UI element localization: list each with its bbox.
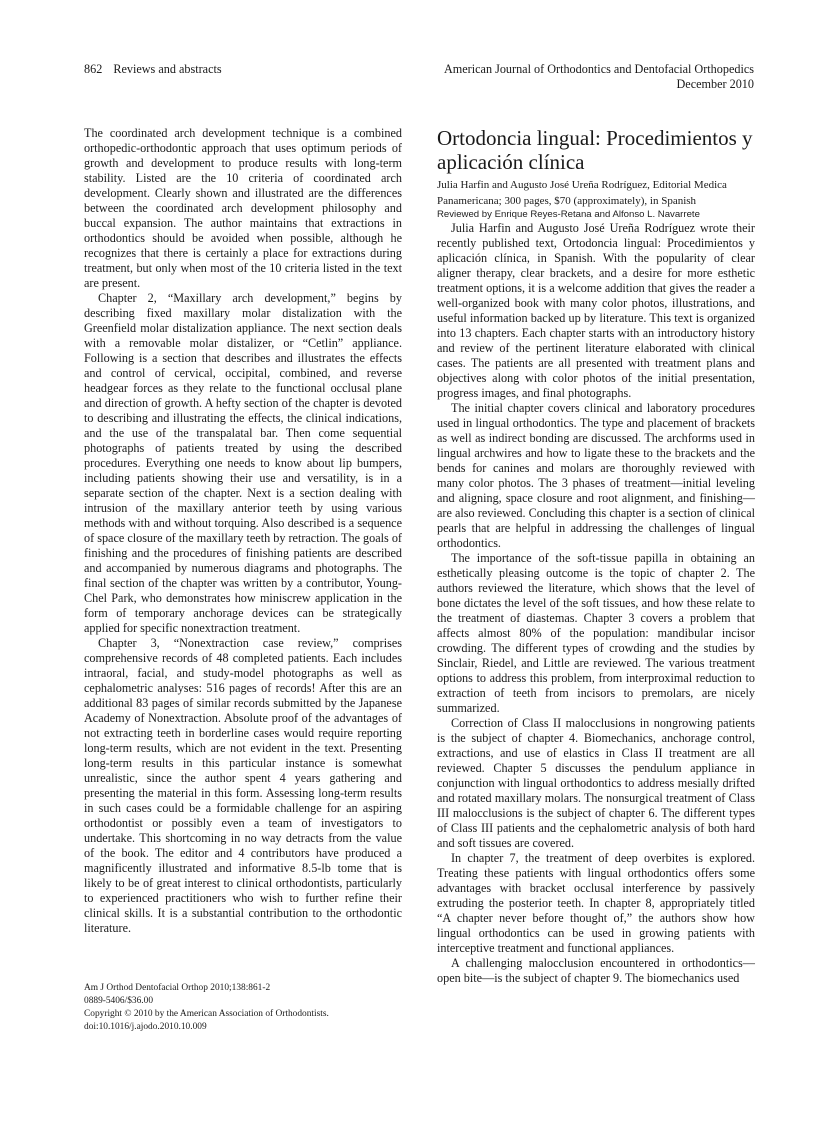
citation-block [84, 982, 329, 1034]
running-head-right [444, 62, 754, 92]
paragraph: In chapter 7, the treatment of deep overbites is explored. Treating these patients with lingual orthodontics offers some advantages with bracket occlusal interference by passively extruding the posterior teeth. In chapter 8, appropriately titled “A chapter never before thought of,” the authors show how lingual orthodontics can be used in growing patients with interceptive treatment and functional appliances. [437, 851, 755, 955]
paragraph: The initial chapter covers clinical and laboratory procedures used in lingual orthodontics. The type and placement of brackets as well as indirect bonding are discussed. The archforms used in lingual archwires and how to ligate these to the brackets and the bends for canines and molars are thoroughly reviewed with many color photos. The 3 phases of treatment—initial leveling and aligning, space closure and root alignment, and finishing—are also reviewed. Concluding this chapter is a section of clinical pearls that are helpful in addressing the challenges of lingual orthodontics. [437, 401, 755, 550]
citation-issn: 0889-5406/$36.00 [84, 996, 154, 1006]
book-info: Julia Harfin and Augusto José Ureña Rodríguez, Editorial Medica Panamericana; 300 pages, $70 (approximately), in Spanish [437, 179, 727, 207]
paragraph: Julia Harfin and Augusto José Ureña Rodríguez wrote their recently published text, Ortodoncia lingual: Procedimientos y aplicación clínica, in Spanish. With the popularity of clear aligner therapy, clear brackets, and a desire for more esthetic treatment options, it is a welcome addition that gives the reader a well-organized book with many color photos, illustrations, and useful information backed up by literature. This text is organized into 13 chapters. Each chapter starts with an introductory history and review of the pertinent literature elaborated with clinical cases. The patients are all presented with treatment plans and objectives along with color photos of the initial presentation, progress images, and final photographs. [437, 221, 755, 400]
paragraph: Chapter 2, “Maxillary arch development,” begins by describing fixed maxillary molar distalization with the Greenfield molar distalization appliance. The next section deals with a removable molar distalizer, or “Cetlin” appliance. Following is a section that describes and illustrates the effects and control of cervical, occipital, combined, and reverse headgear forces as they relate to the functional occlusal plane and direction of growth. A hefty section of the chapter is devoted to describing and illustrating the effects, the clinical indications, and the use of the transpalatal bar. Then come sequential photographs of patients treated by using the described procedures. Everything one needs to know about lip bumpers, including patients showing their use and versatility, is in a separate section of the chapter. Next is a section dealing with intrusion of the maxillary anterior teeth by using various methods with and without torquing. Also described is a sequence of space closure of the maxillary teeth by retraction. The goals of finishing and the procedures of finishing patients are described and accompanied by numerous diagrams and photographs. The final section of the chapter was written by a contributor, Young-Chel Park, who demonstrates how miniscrew application in the form of temporary anchorage devices can be strategically applied for specific nonextraction treatment. [84, 291, 402, 635]
citation-reference: Am J Orthod Dentofacial Orthop 2010;138:861-2 [84, 983, 271, 993]
citation-copyright: Copyright © 2010 by the American Association of Orthodontists. [84, 1009, 329, 1019]
paragraph: The importance of the soft-tissue papilla in obtaining an esthetically pleasing outcome is the topic of chapter 2. The authors reviewed the literature, which shows that the level of bone dictates the level of the soft tissues, and how these relate to the treatment of diastemas. Chapter 3 covers a problem that affects almost 80% of the population: mandibular incisor crowding. The different types of crowding and the studies by Sinclair, Riedel, and Little are reviewed. The various treatment options to address this problem, from interproximal reduction to extraction of teeth from incisors to premolars, are nicely summarized. [437, 551, 755, 715]
reviewer-line: Reviewed by Enrique Reyes-Retana and Alfonso L. Navarrete [437, 209, 700, 220]
citation-doi[interactable]: doi:10.1016/j.ajodo.2010.10.009 [84, 1022, 207, 1032]
section-name: Reviews and abstracts [113, 62, 222, 76]
paragraph: A challenging malocclusion encountered in orthodontics—open bite—is the subject of chapter 9. The biomechanics used [437, 956, 755, 985]
paragraph: The coordinated arch development technique is a combined orthopedic-orthodontic approach that uses optimum periods of growth and development to produce results with long-term stability. Listed are the 10 criteria of coordinated arch development. Clearly shown and illustrated are the differences between the coordinated arch development philosophy and buccal expansion. The author maintains that extractions in orthodontics should be avoided when possible, although he recognizes that there is certainly a place for extractions during treatment, but only when most of the 10 criteria listed in the text are present. [84, 126, 402, 290]
running-head-left [84, 62, 222, 77]
issue-date: December 2010 [676, 77, 754, 91]
left-column [84, 126, 402, 936]
right-column [437, 126, 755, 986]
review-title: Ortodoncia lingual: Procedimientos y aplicación clínica [437, 126, 753, 174]
paragraph: Correction of Class II malocclusions in nongrowing patients is the subject of chapter 4. Biomechanics, anchorage control, extractions, and use of elastics in Class II treatment are all reviewed. Chapter 5 discusses the pendulum appliance in conjunction with lingual orthodontics to address mesially drifted and rotated maxillary molars. The nonsurgical treatment of Class III malocclusions is the subject of chapter 6. The different types of Class III patients and the cephalometric analysis of both hard and soft tissues are covered. [437, 716, 755, 850]
paragraph: Chapter 3, “Nonextraction case review,” comprises comprehensive records of 48 completed patients. Each includes intraoral, facial, and study-model photographs as well as cephalometric analyses: 516 pages of records! After this are an additional 83 pages of similar records submitted by the Japanese Academy of Nonextraction. Absolute proof of the advantages of not extracting teeth in borderline cases would require reporting long-term results, which are not evident in the text. Presenting long-term results in this particular instance is somewhat unrealistic, since the author spent 4 years gathering and presenting the material in this form. Assessing long-term results in such cases could be a formidable challenge for an aspiring orthodontist or possibly even a team of investigators to undertake. This shortcoming in no way detracts from the value of the book. The editor and 4 contributors have produced a magnificently illustrated and informative 8.5-lb tome that is likely to be of great interest to clinical orthodontists, particularly to experienced practitioners who wish to further refine their clinical skills. It is a substantial contribution to the orthodontic literature. [84, 636, 402, 935]
journal-name: American Journal of Orthodontics and Dentofacial Orthopedics [443, 62, 754, 76]
page-number: 862 [84, 62, 103, 76]
